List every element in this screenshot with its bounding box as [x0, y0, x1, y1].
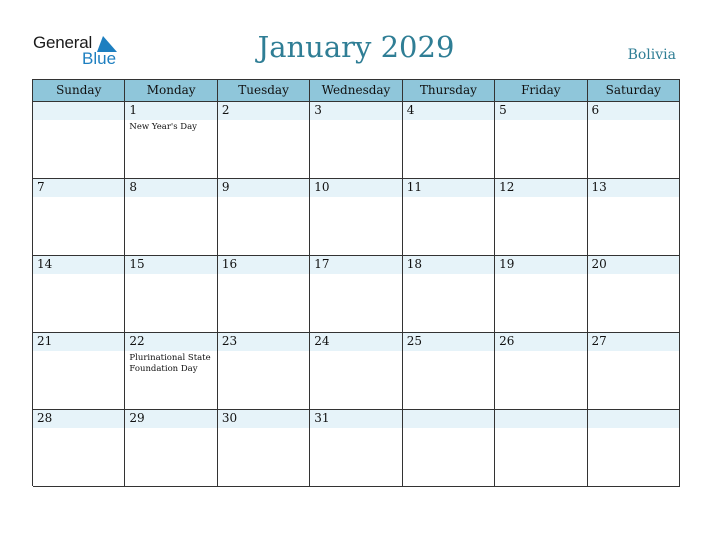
country-label: Bolivia	[627, 47, 676, 63]
day-number: 10	[314, 180, 330, 194]
day-number: 21	[37, 334, 53, 348]
weekday-header: Friday	[495, 80, 587, 102]
calendar-day-cell	[310, 102, 402, 179]
calendar-day-cell	[33, 102, 125, 179]
day-number: 17	[314, 257, 330, 271]
calendar-day-cell	[495, 179, 587, 256]
calendar-week-row	[33, 179, 680, 256]
calendar-day-cell	[218, 410, 310, 487]
day-number: 8	[129, 180, 138, 194]
logo-text-general: General	[33, 33, 93, 52]
day-number: 30	[221, 411, 238, 425]
calendar-title: January 2029	[257, 30, 455, 64]
day-number-band	[495, 102, 586, 120]
calendar-day-cell	[403, 333, 495, 410]
day-number: 18	[406, 257, 422, 271]
calendar-week-row	[33, 410, 680, 487]
day-number: 2	[221, 103, 230, 117]
calendar-day-cell	[218, 102, 310, 179]
calendar-day-cell	[403, 179, 495, 256]
day-number-band	[218, 179, 309, 197]
weekday-header: Sunday	[33, 80, 125, 102]
calendar-day-cell	[125, 256, 217, 333]
calendar-day-cell	[588, 410, 680, 487]
day-number-band	[588, 410, 679, 428]
day-number-band	[310, 102, 401, 120]
day-number: 31	[314, 411, 330, 425]
day-number: 4	[406, 103, 415, 117]
calendar-day-cell	[310, 410, 402, 487]
weekday-header: Thursday	[403, 80, 495, 102]
day-number: 25	[406, 334, 422, 348]
day-number: 29	[129, 411, 145, 425]
day-number-band	[403, 410, 494, 428]
calendar-day-cell	[125, 333, 217, 410]
day-number: 12	[499, 180, 515, 194]
calendar-day-cell	[588, 102, 680, 179]
day-number: 24	[314, 334, 330, 348]
calendar-day-cell	[218, 333, 310, 410]
day-number: 22	[129, 334, 145, 348]
day-number-band	[218, 102, 309, 120]
calendar-day-cell	[33, 410, 125, 487]
calendar-day-cell	[495, 333, 587, 410]
day-number: 6	[591, 103, 600, 117]
weekday-header: Saturday	[588, 80, 680, 102]
day-number-band	[588, 102, 679, 120]
calendar-day-cell	[495, 410, 587, 487]
calendar-day-cell	[310, 179, 402, 256]
day-number-band	[33, 179, 124, 197]
day-number: 23	[221, 334, 238, 348]
weekday-header-row	[33, 80, 680, 102]
weekday-header: Monday	[125, 80, 217, 102]
day-number: 26	[499, 334, 515, 348]
calendar-day-cell	[403, 410, 495, 487]
calendar-day-cell	[310, 333, 402, 410]
calendar-day-cell	[125, 102, 217, 179]
calendar-day-cell	[495, 256, 587, 333]
calendar-day-cell	[403, 102, 495, 179]
calendar-day-cell	[495, 102, 587, 179]
day-number: 7	[37, 180, 45, 194]
day-number: 1	[129, 103, 138, 117]
day-number: 13	[591, 180, 607, 194]
weekday-header: Tuesday	[218, 80, 310, 102]
day-number-band	[33, 102, 124, 120]
day-number: 9	[221, 180, 230, 194]
calendar-day-cell	[218, 256, 310, 333]
day-number-band	[125, 179, 216, 197]
day-number: 3	[314, 103, 322, 117]
calendar-week-row	[33, 102, 680, 179]
calendar-day-cell	[125, 179, 217, 256]
day-number: 20	[591, 257, 607, 271]
day-number: 16	[221, 257, 238, 271]
day-number: 5	[499, 103, 507, 117]
calendar-week-row	[33, 256, 680, 333]
calendar-day-cell	[588, 333, 680, 410]
calendar-week-row	[33, 333, 680, 410]
day-number: 11	[406, 180, 422, 194]
calendar-day-cell	[403, 256, 495, 333]
holiday-label: Plurinational State Foundation Day	[129, 353, 211, 374]
calendar-grid	[32, 79, 680, 486]
day-number-band	[495, 410, 586, 428]
calendar-day-cell	[310, 256, 402, 333]
day-number: 15	[129, 257, 145, 271]
calendar-weeks	[33, 102, 680, 487]
day-number-band	[125, 102, 216, 120]
day-number: 27	[591, 334, 607, 348]
calendar-day-cell	[588, 256, 680, 333]
calendar-day-cell	[33, 333, 125, 410]
holiday-label: New Year's Day	[129, 122, 197, 132]
day-number: 14	[37, 257, 53, 271]
day-number: 19	[499, 257, 515, 271]
calendar-day-cell	[588, 179, 680, 256]
calendar-day-cell	[125, 410, 217, 487]
weekday-header: Wednesday	[310, 80, 402, 102]
calendar-day-cell	[218, 179, 310, 256]
logo-text-blue: Blue	[82, 49, 117, 68]
day-number: 28	[37, 411, 53, 425]
day-number-band	[403, 102, 494, 120]
calendar-day-cell	[33, 179, 125, 256]
calendar-day-cell	[33, 256, 125, 333]
